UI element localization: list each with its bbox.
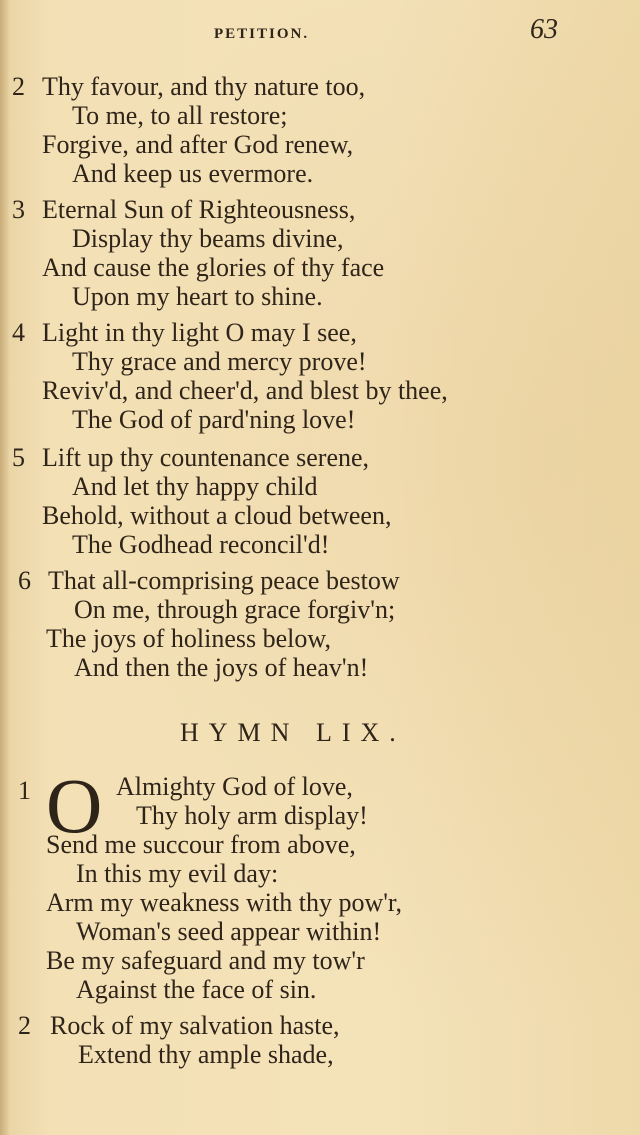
verse-line: Thy favour, and thy nature too, [42, 72, 366, 101]
verse-line: On me, through grace forgiv'n; [74, 595, 396, 624]
verse-line: Send me succour from above, [46, 830, 356, 859]
verse-line: The Godhead reconcil'd! [72, 530, 330, 559]
verse-line: Forgive, and after God renew, [42, 130, 354, 159]
page-number: 63 [530, 14, 558, 45]
stanza-number: 2 [18, 1011, 31, 1040]
verse-line: Arm my weakness with thy pow'r, [46, 888, 403, 917]
verse-line: In this my evil day: [76, 859, 279, 888]
verse-line: Thy holy arm display! [136, 801, 368, 830]
verse-line: Light in thy light O may I see, [42, 318, 357, 347]
verse-line: Thy grace and mercy prove! [72, 347, 367, 376]
stanza-number: 6 [18, 566, 31, 595]
verse-line: To me, to all restore; [72, 101, 288, 130]
stanza-number: 4 [12, 318, 25, 347]
verse-line: Almighty God of love, [116, 772, 353, 801]
drop-cap: O [46, 762, 103, 849]
verse-line: Behold, without a cloud between, [42, 501, 392, 530]
stanza-number: 2 [12, 72, 25, 101]
verse-line: And keep us evermore. [72, 159, 314, 188]
page-gutter-shadow [0, 0, 10, 1135]
verse-line: And cause the glories of thy face [42, 253, 385, 282]
hymn-title: HYMN LIX. [180, 718, 406, 747]
stanza-number: 1 [18, 776, 31, 805]
verse-line: Rock of my salvation haste, [50, 1011, 340, 1040]
running-head: PETITION. [214, 26, 310, 42]
verse-line: Extend thy ample shade, [78, 1040, 334, 1069]
stanza-number: 5 [12, 443, 25, 472]
verse-line: The God of pard'ning love! [72, 405, 356, 434]
verse-line: Display thy beams divine, [72, 224, 344, 253]
verse-line: Against the face of sin. [76, 975, 317, 1004]
verse-line: Reviv'd, and cheer'd, and blest by thee, [42, 376, 448, 405]
verse-line: That all-comprising peace bestow [48, 566, 400, 595]
verse-line: Eternal Sun of Righteousness, [42, 195, 356, 224]
stanza-number: 3 [12, 195, 25, 224]
verse-line: And let thy happy child [72, 472, 318, 501]
verse-line: The joys of holiness below, [46, 624, 331, 653]
verse-line: Upon my heart to shine. [72, 282, 323, 311]
verse-line: And then the joys of heav'n! [74, 653, 369, 682]
verse-line: Lift up thy countenance serene, [42, 443, 370, 472]
verse-line: Woman's seed appear within! [76, 917, 382, 946]
verse-line: Be my safeguard and my tow'r [46, 946, 365, 975]
